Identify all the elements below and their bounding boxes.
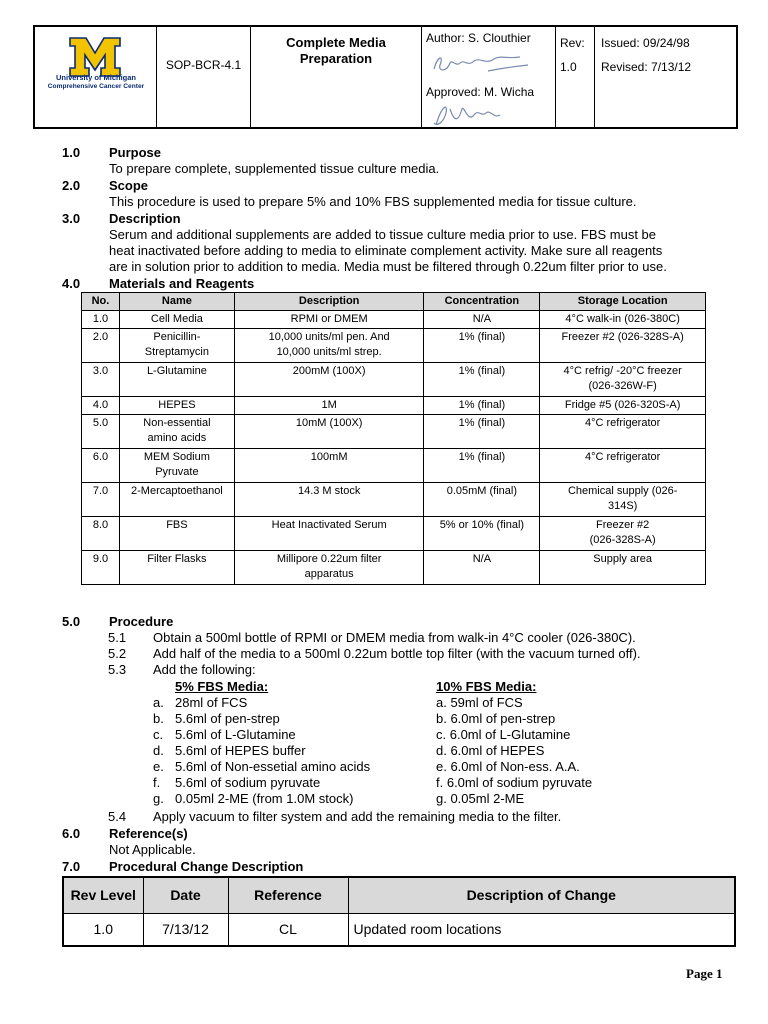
concentration-cell: [424, 415, 540, 449]
step-number: 5.3: [108, 662, 127, 677]
cell-text-line: 200mM (100X): [292, 365, 366, 377]
table-row: [82, 311, 706, 329]
column-header: Reference: [228, 877, 348, 913]
table-row: [82, 517, 706, 551]
fbs5-item: 5.6ml of pen-strep: [175, 711, 280, 726]
column-header: Name: [119, 293, 234, 311]
storage-cell: [540, 311, 706, 329]
storage-cell: [540, 397, 706, 415]
storage-cell: [540, 483, 706, 517]
step-number: 5.4: [108, 809, 127, 824]
approver-signature-icon: [428, 101, 508, 129]
no-cell: [82, 551, 120, 585]
fbs5-heading: 5% FBS Media:: [175, 679, 269, 694]
table-row: [82, 551, 706, 585]
cell-text-line: HEPES: [158, 399, 196, 411]
fbs10-item: b. 6.0ml of pen-strep: [436, 711, 556, 726]
cell-text-line: 3.0: [92, 365, 109, 377]
cell-text-line: 4°C refrig/ -20°C freezer: [563, 365, 682, 377]
cell-text-line: 1% (final): [458, 417, 506, 429]
section-heading-change: [62, 859, 303, 874]
cell-text-line: Millipore 0.22um filter: [276, 553, 382, 565]
no-cell: [82, 363, 120, 397]
step-number: 5.2: [108, 646, 127, 661]
section-title: Procedural Change Description: [109, 859, 304, 874]
cell-text-line: Streptamycin: [144, 346, 209, 358]
fbs5-item: 5.6ml of HEPES buffer: [175, 743, 306, 758]
description-cell: [234, 449, 424, 483]
materials-table: [81, 292, 706, 585]
column-header: Concentration: [424, 293, 540, 311]
cell-text-line: 1% (final): [458, 365, 506, 377]
description-cell: [234, 483, 424, 517]
table-row: [82, 329, 706, 363]
cell-text-line: 1% (final): [458, 331, 506, 343]
fbs5-item: 5.6ml of Non-essetial amino acids: [175, 759, 371, 774]
cell-text-line: Freezer #2: [596, 519, 650, 531]
cell-text-line: 0.05mM (final): [446, 485, 518, 497]
step-text: Obtain a 500ml bottle of RPMI or DMEM media from walk-in 4°C cooler (026-380C).: [153, 630, 636, 645]
cell-text-line: Heat Inactivated Serum: [271, 519, 387, 531]
fbs10-item: a. 59ml of FCS: [436, 695, 523, 710]
scope-text: This procedure is used to prepare 5% and 10% FBS supplemented media for tissue culture.: [109, 194, 637, 209]
cell-text-line: 4°C refrigerator: [584, 417, 661, 429]
fbs5-item: 5.6ml of L-Glutamine: [175, 727, 296, 742]
fbs5-item: 0.05ml 2-ME (from 1.0M stock): [175, 791, 354, 806]
revised-date: Revised: 7/13/12: [601, 60, 692, 74]
cell-text-line: 10,000 units/ml pen. And: [268, 331, 390, 343]
name-cell: [119, 311, 234, 329]
concentration-cell: [424, 517, 540, 551]
cell-text-line: 14.3 M stock: [297, 485, 361, 497]
step-text: Add the following:: [153, 662, 256, 677]
rev-cell: [556, 27, 595, 127]
cell-text-line: Fridge #5 (026-320S-A): [564, 399, 681, 411]
list-letter: c.: [153, 727, 164, 742]
description-line: are in solution prior to addition to media. Media must be filtered through 0.22um filter prior to use.: [109, 259, 667, 274]
cell-text-line: 2-Mercaptoethanol: [131, 485, 223, 497]
concentration-cell: [424, 551, 540, 585]
rev-label: Rev:: [560, 36, 585, 50]
step-text: Add half of the media to a 500ml 0.22um bottle top filter (with the vacuum turned off).: [153, 646, 641, 661]
table-row: [82, 449, 706, 483]
no-cell: [82, 397, 120, 415]
section-heading-description: [62, 211, 181, 226]
column-header: No.: [82, 293, 120, 311]
table-row: [82, 363, 706, 397]
cell-text-line: Filter Flasks: [147, 553, 207, 565]
document-header: [33, 25, 738, 129]
reference-text: Not Applicable.: [109, 842, 196, 857]
cell-text-line: 100mM: [310, 451, 348, 463]
author-cell: [422, 27, 556, 127]
cell-text-line: amino acids: [147, 432, 207, 444]
cell-text-line: 4°C refrigerator: [584, 451, 661, 463]
storage-cell: [540, 517, 706, 551]
description-cell: Updated room locations: [348, 913, 735, 946]
section-title: Scope: [109, 178, 149, 193]
cell-text-line: 6.0: [92, 451, 109, 463]
section-heading-materials: [62, 276, 254, 291]
storage-cell: [540, 449, 706, 483]
name-cell: [119, 483, 234, 517]
section-title: Description: [109, 211, 181, 226]
table-row: [82, 483, 706, 517]
logo-text-university: University of Michigan: [55, 73, 136, 82]
description-cell: [234, 363, 424, 397]
cell-text-line: Freezer #2 (026-328S-A): [561, 331, 684, 343]
section-heading-reference: [62, 826, 188, 841]
table-header-row: [82, 293, 706, 311]
logo-text-center: Comprehensive Cancer Center: [47, 83, 145, 90]
reference-cell: CL: [228, 913, 348, 946]
cell-text-line: FBS: [166, 519, 188, 531]
fbs10-item: d. 6.0ml of HEPES: [436, 743, 545, 758]
university-logo-icon: [69, 37, 121, 77]
column-header: Description of Change: [348, 877, 735, 913]
cell-text-line: 1% (final): [458, 399, 506, 411]
section-number: 2.0: [62, 178, 81, 193]
fbs10-item: f. 6.0ml of sodium pyruvate: [436, 775, 593, 790]
concentration-cell: [424, 329, 540, 363]
no-cell: [82, 415, 120, 449]
cell-text-line: 8.0: [92, 519, 109, 531]
list-letter: d.: [153, 743, 164, 758]
fbs5-item: 28ml of FCS: [175, 695, 248, 710]
column-header: Description: [234, 293, 424, 311]
section-heading-purpose: [62, 145, 161, 160]
section-number: 7.0: [62, 859, 81, 874]
cell-text-line: N/A: [472, 553, 492, 565]
fbs10-item: g. 0.05ml 2-ME: [436, 791, 525, 806]
cell-text-line: 10mM (100X): [295, 417, 363, 429]
description-line: heat inactivated before adding to media to eliminate complement activity. Make sure all reagents: [109, 243, 663, 258]
section-heading-scope: [62, 178, 148, 193]
name-cell: [119, 363, 234, 397]
cell-text-line: MEM Sodium: [143, 451, 210, 463]
cell-text-line: 5% or 10% (final): [439, 519, 525, 531]
cell-text-line: 4.0: [92, 399, 109, 411]
section-title: Reference(s): [109, 826, 188, 841]
concentration-cell: [424, 449, 540, 483]
column-header: Rev Level: [63, 877, 143, 913]
section-number: 3.0: [62, 211, 81, 226]
description-line: Serum and additional supplements are added to tissue culture media prior to use. FBS must be: [109, 227, 657, 242]
name-cell: [119, 449, 234, 483]
list-letter: a.: [153, 695, 164, 710]
cell-text-line: 1M: [321, 399, 337, 411]
sop-id: SOP-BCR-4.1: [165, 58, 242, 72]
name-cell: [119, 551, 234, 585]
name-cell: [119, 329, 234, 363]
concentration-cell: [424, 483, 540, 517]
title-cell: [251, 27, 422, 127]
revision-table: [62, 876, 736, 947]
storage-cell: [540, 329, 706, 363]
section-number: 5.0: [62, 614, 81, 629]
description-cell: [234, 329, 424, 363]
column-header: Storage Location: [540, 293, 706, 311]
page-number: Page 1: [686, 966, 723, 981]
column-header: Date: [143, 877, 228, 913]
materials-table-body: [82, 311, 706, 585]
section-number: 1.0: [62, 145, 81, 160]
fbs10-heading: 10% FBS Media:: [436, 679, 537, 694]
description-cell: [234, 415, 424, 449]
fbs10-item: c. 6.0ml of L-Glutamine: [436, 727, 571, 742]
table-header-row: [63, 877, 735, 913]
step-text: Apply vacuum to filter system and add the remaining media to the filter.: [153, 809, 562, 824]
section-number: 6.0: [62, 826, 81, 841]
cell-text-line: (026-328S-A): [589, 534, 656, 546]
description-cell: [234, 311, 424, 329]
section-heading-procedure: [62, 614, 173, 629]
no-cell: [82, 449, 120, 483]
author-signature-icon: [428, 49, 538, 79]
cell-text-line: Penicillin-: [153, 331, 201, 343]
list-letter: b.: [153, 711, 164, 726]
cell-text-line: (026-326W-F): [588, 380, 657, 392]
fbs10-item: e. 6.0ml of Non-ess. A.A.: [436, 759, 580, 774]
description-cell: [234, 517, 424, 551]
cell-text-line: Pyruvate: [155, 466, 199, 478]
cell-text-line: Cell Media: [150, 313, 203, 325]
logo-cell: [35, 27, 157, 127]
cell-text-line: N/A: [472, 313, 492, 325]
cell-text-line: L-Glutamine: [146, 365, 207, 377]
cell-text-line: 1.0: [92, 313, 109, 325]
issued-date: Issued: 09/24/98: [601, 36, 690, 50]
step-number: 5.1: [108, 630, 127, 645]
description-cell: [234, 551, 424, 585]
no-cell: [82, 329, 120, 363]
name-cell: [119, 397, 234, 415]
cell-text-line: 2.0: [92, 331, 109, 343]
rev-value: 1.0: [560, 60, 577, 74]
table-row: [63, 913, 735, 946]
cell-text-line: apparatus: [304, 568, 354, 580]
cell-text-line: 314S): [607, 500, 638, 512]
approver-text: Approved: M. Wicha: [426, 85, 535, 99]
concentration-cell: [424, 311, 540, 329]
list-letter: g.: [153, 791, 164, 806]
author-text: Author: S. Clouthier: [426, 31, 531, 45]
no-cell: [82, 483, 120, 517]
concentration-cell: [424, 397, 540, 415]
no-cell: [82, 311, 120, 329]
storage-cell: [540, 363, 706, 397]
cell-text-line: 1% (final): [458, 451, 506, 463]
list-letter: e.: [153, 759, 164, 774]
cell-text-line: 7.0: [92, 485, 109, 497]
cell-text-line: 5.0: [92, 417, 109, 429]
purpose-text: To prepare complete, supplemented tissue culture media.: [109, 161, 440, 176]
no-cell: [82, 517, 120, 551]
name-cell: [119, 415, 234, 449]
fbs5-item: 5.6ml of sodium pyruvate: [175, 775, 321, 790]
list-letter: f.: [153, 775, 161, 790]
cell-text-line: RPMI or DMEM: [290, 313, 368, 325]
date-cell: 7/13/12: [143, 913, 228, 946]
cell-text-line: Chemical supply (026-: [567, 485, 678, 497]
description-cell: [234, 397, 424, 415]
table-row: [82, 397, 706, 415]
storage-cell: [540, 551, 706, 585]
section-number: 4.0: [62, 276, 81, 291]
section-title: Materials and Reagents: [109, 276, 255, 291]
cell-text-line: Supply area: [593, 553, 653, 565]
dates-cell: [595, 27, 738, 127]
rev-level-cell: 1.0: [63, 913, 143, 946]
name-cell: [119, 517, 234, 551]
concentration-cell: [424, 363, 540, 397]
cell-text-line: Non-essential: [143, 417, 211, 429]
storage-cell: [540, 415, 706, 449]
cell-text-line: 4°C walk-in (026-380C): [565, 313, 680, 325]
section-title: Purpose: [109, 145, 162, 160]
cell-text-line: 10,000 units/ml strep.: [276, 346, 382, 358]
table-row: [82, 415, 706, 449]
cell-text-line: 9.0: [92, 553, 109, 565]
sop-id-cell: [157, 27, 251, 127]
section-title: Procedure: [109, 614, 174, 629]
document-title: Complete Media Preparation: [286, 35, 386, 66]
